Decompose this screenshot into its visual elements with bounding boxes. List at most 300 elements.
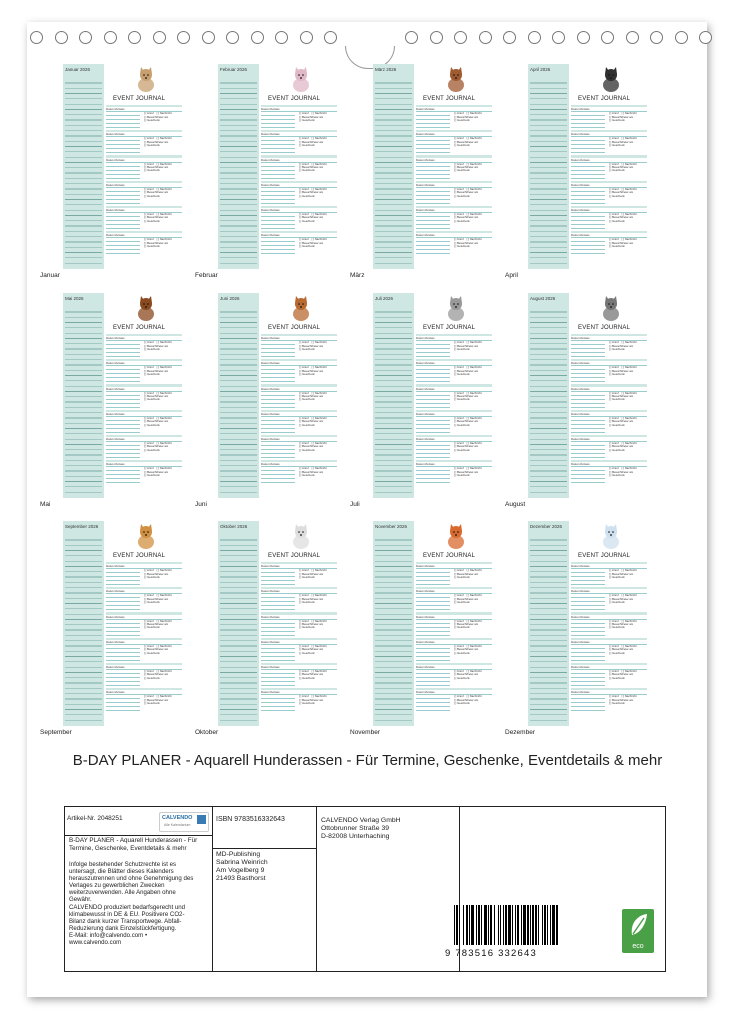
event-journal-heading: EVENT JOURNAL xyxy=(423,96,476,102)
entry-option: [ ] Anruf xyxy=(144,415,154,420)
entry-line xyxy=(416,648,450,649)
entry-option: [ ] Nachricht xyxy=(311,568,327,573)
entry-line xyxy=(571,249,605,250)
entry-option-line xyxy=(299,398,327,401)
entry-line xyxy=(261,212,337,213)
entry-line xyxy=(261,445,295,446)
event-entry xyxy=(261,158,337,180)
entry-line xyxy=(106,644,182,645)
entry-line xyxy=(106,623,140,624)
entry-option: [ ] Nachricht xyxy=(156,211,172,216)
entry-line xyxy=(571,445,605,446)
entry-date-label: Datum/Anlass xyxy=(106,436,125,441)
entry-option-line xyxy=(144,373,172,376)
entry-option: [ ] Nachricht xyxy=(466,390,482,395)
entry-line xyxy=(571,416,647,417)
entry-line xyxy=(261,119,295,120)
entry-line xyxy=(571,253,605,254)
entry-option: [ ] Nachricht xyxy=(621,136,637,141)
barcode-bar xyxy=(478,905,480,945)
entry-options xyxy=(144,594,172,604)
event-entry xyxy=(571,336,647,358)
entry-option: [ ] Besuch/Feier am xyxy=(609,368,634,373)
entry-option: [ ] Geschenk xyxy=(454,243,470,248)
entry-line xyxy=(416,631,450,632)
entry-option: [ ] Besuch/Feier am xyxy=(454,114,479,119)
barcode-bar xyxy=(532,905,534,945)
entry-line xyxy=(416,597,450,598)
entry-options xyxy=(299,645,327,655)
entry-line xyxy=(261,593,337,594)
entry-option-line xyxy=(144,398,172,401)
binding-ring xyxy=(251,31,264,44)
entry-option-line xyxy=(299,626,327,629)
article-number: Artikel-Nr. 2048251 xyxy=(67,815,123,822)
entry-option: [ ] Nachricht xyxy=(621,186,637,191)
entry-line xyxy=(261,623,295,624)
entry-option: [ ] Anruf xyxy=(299,668,309,673)
entry-option: [ ] Besuch/Feier am xyxy=(144,419,169,424)
event-entry xyxy=(416,690,492,712)
entry-line xyxy=(571,677,605,678)
entry-date-label: Datum/Anlass xyxy=(106,564,125,569)
day-lines xyxy=(530,535,567,723)
entry-line xyxy=(106,706,140,707)
entry-date-label: Datum/Anlass xyxy=(261,107,280,112)
event-entry xyxy=(416,361,492,383)
entry-date-label: Datum/Anlass xyxy=(416,664,435,669)
event-entry xyxy=(106,132,182,154)
dog-illustration-icon xyxy=(596,66,626,94)
event-entry xyxy=(416,208,492,230)
entry-option: [ ] Anruf xyxy=(609,390,619,395)
barcode-bar xyxy=(503,905,504,945)
entry-line xyxy=(571,144,605,145)
entry-line xyxy=(571,119,605,120)
entry-line xyxy=(106,111,182,112)
entry-date-label: Datum/Anlass xyxy=(106,182,125,187)
entry-line xyxy=(416,669,492,670)
entry-option: [ ] Besuch/Feier am xyxy=(454,469,479,474)
entry-line xyxy=(416,391,492,392)
entry-option-line xyxy=(454,702,482,705)
event-entry xyxy=(261,336,337,358)
entry-option: [ ] Nachricht xyxy=(311,136,327,141)
entry-option-line xyxy=(144,474,172,477)
entry-option: [ ] Anruf xyxy=(144,340,154,345)
entry-option: [ ] Nachricht xyxy=(311,340,327,345)
entry-option: [ ] Anruf xyxy=(299,568,309,573)
entry-line xyxy=(571,428,605,429)
entry-line xyxy=(261,391,337,392)
barcode-bar xyxy=(469,905,470,945)
entry-line xyxy=(571,432,605,433)
entry-option-line xyxy=(454,169,482,172)
event-entry xyxy=(571,208,647,230)
entry-options xyxy=(144,392,172,402)
entry-option-line xyxy=(144,348,172,351)
entry-option-line xyxy=(299,348,327,351)
month-label: Dezember xyxy=(505,729,535,736)
entry-options xyxy=(299,188,327,198)
entry-line xyxy=(106,377,140,378)
entry-line xyxy=(106,656,140,657)
entry-option: [ ] Nachricht xyxy=(311,365,327,370)
eco-badge xyxy=(622,909,654,953)
event-entry xyxy=(106,412,182,434)
entry-option-line xyxy=(299,220,327,223)
entry-line xyxy=(261,568,337,569)
day-lines xyxy=(375,78,412,266)
entry-line xyxy=(571,381,605,382)
entry-option: [ ] Geschenk xyxy=(144,193,160,198)
entry-line xyxy=(571,127,605,128)
entry-line xyxy=(261,669,337,670)
entry-date-label: Datum/Anlass xyxy=(261,639,280,644)
entry-option: [ ] Nachricht xyxy=(621,694,637,699)
entry-line xyxy=(416,420,450,421)
barcode-bar xyxy=(484,905,487,945)
event-entry xyxy=(416,132,492,154)
entry-date-label: Datum/Anlass xyxy=(571,132,590,137)
entry-line xyxy=(106,245,140,246)
entry-line xyxy=(571,685,605,686)
entry-option: [ ] Geschenk xyxy=(454,168,470,173)
entry-date-label: Datum/Anlass xyxy=(106,614,125,619)
dog-illustration-icon xyxy=(596,295,626,323)
entry-option-line xyxy=(299,576,327,579)
verlag-line: CALVENDO Verlag GmbH xyxy=(321,817,401,824)
entry-options xyxy=(299,417,327,427)
entry-line xyxy=(261,441,337,442)
month-sheet xyxy=(63,293,182,498)
entry-line xyxy=(261,605,295,606)
entry-line xyxy=(416,474,450,475)
day-lines xyxy=(220,535,257,723)
entry-line xyxy=(416,627,450,628)
entry-line xyxy=(106,449,140,450)
event-entries xyxy=(416,104,492,255)
entry-line xyxy=(571,572,605,573)
entry-date-label: Datum/Anlass xyxy=(261,564,280,569)
barcode-bar xyxy=(535,905,537,945)
entry-options xyxy=(144,467,172,477)
day-strip xyxy=(63,521,104,726)
entry-option: [ ] Anruf xyxy=(609,340,619,345)
event-journal-heading: EVENT JOURNAL xyxy=(268,96,321,102)
entry-option: [ ] Besuch/Feier am xyxy=(454,444,479,449)
entry-option: [ ] Nachricht xyxy=(621,237,637,242)
entry-option-line xyxy=(609,220,637,223)
entry-option-line xyxy=(609,601,637,604)
event-entry xyxy=(416,233,492,255)
entry-date-label: Datum/Anlass xyxy=(571,564,590,569)
entry-option: [ ] Nachricht xyxy=(156,568,172,573)
entry-line xyxy=(106,403,140,404)
entry-option-line xyxy=(454,576,482,579)
entry-options xyxy=(144,645,172,655)
entry-option: [ ] Nachricht xyxy=(311,111,327,116)
entry-options xyxy=(144,238,172,248)
entry-line xyxy=(261,648,295,649)
entry-line xyxy=(416,195,450,196)
entry-options xyxy=(144,695,172,705)
entry-line xyxy=(416,441,492,442)
leaf-icon xyxy=(622,909,654,941)
legal-line: weiterzuverwenden. Alle Angaben ohne xyxy=(69,889,176,897)
entry-option-line xyxy=(454,449,482,452)
entry-option: [ ] Geschenk xyxy=(144,397,160,402)
event-entry xyxy=(416,615,492,637)
entry-options xyxy=(144,417,172,427)
entry-line xyxy=(261,580,295,581)
event-entries xyxy=(106,333,182,484)
entry-option: [ ] Geschenk xyxy=(454,372,470,377)
entry-option: [ ] Anruf xyxy=(299,440,309,445)
entry-line xyxy=(571,166,605,167)
entry-line xyxy=(416,352,450,353)
entry-option: [ ] Nachricht xyxy=(311,237,327,242)
month-title: August 2026 xyxy=(530,296,556,301)
event-entry xyxy=(571,640,647,662)
entry-option: [ ] Geschenk xyxy=(609,700,625,705)
entry-option: [ ] Nachricht xyxy=(311,593,327,598)
entry-line xyxy=(416,170,450,171)
day-lines xyxy=(65,535,102,723)
entry-line xyxy=(261,220,295,221)
entry-line xyxy=(261,249,295,250)
publisher-line: MD-Publishing xyxy=(216,851,261,858)
entry-line xyxy=(261,478,295,479)
event-entry xyxy=(261,183,337,205)
entry-date-label: Datum/Anlass xyxy=(416,157,435,162)
entry-line xyxy=(261,191,295,192)
entry-option: [ ] Besuch/Feier am xyxy=(454,419,479,424)
entry-options xyxy=(454,341,482,351)
event-journal-heading: EVENT JOURNAL xyxy=(113,325,166,331)
entry-date-label: Datum/Anlass xyxy=(571,233,590,238)
entry-line xyxy=(106,119,140,120)
eco-label: eco xyxy=(632,943,644,950)
entry-date-label: Datum/Anlass xyxy=(416,182,435,187)
entry-line xyxy=(261,399,295,400)
entry-options xyxy=(454,238,482,248)
entry-line xyxy=(261,348,295,349)
entry-line xyxy=(261,344,295,345)
event-entry xyxy=(416,665,492,687)
entry-option: [ ] Anruf xyxy=(454,186,464,191)
entry-option: [ ] Nachricht xyxy=(311,618,327,623)
entry-option-line xyxy=(609,652,637,655)
entry-options xyxy=(454,594,482,604)
binding-ring xyxy=(454,31,467,44)
month-label: Februar xyxy=(195,272,218,279)
barcode-bar xyxy=(454,905,455,945)
entry-option: [ ] Besuch/Feier am xyxy=(454,215,479,220)
entry-option: [ ] Nachricht xyxy=(466,618,482,623)
entry-option: [ ] Anruf xyxy=(144,643,154,648)
binding-ring xyxy=(430,31,443,44)
entry-option: [ ] Nachricht xyxy=(156,694,172,699)
entry-option: [ ] Anruf xyxy=(299,237,309,242)
entry-date-label: Datum/Anlass xyxy=(106,207,125,212)
event-entries xyxy=(261,333,337,484)
entry-option: [ ] Geschenk xyxy=(144,218,160,223)
entry-option: [ ] Anruf xyxy=(144,365,154,370)
logo-text: CALVENDO xyxy=(162,815,193,821)
binding-ring xyxy=(552,31,565,44)
entry-option: [ ] Nachricht xyxy=(466,161,482,166)
entry-option-line xyxy=(609,245,637,248)
event-entry xyxy=(416,387,492,409)
entry-option: [ ] Nachricht xyxy=(156,440,172,445)
product-title: B-DAY PLANER - Aquarell Hunderassen - Für Termine, Geschenke, Eventdetails & mehr xyxy=(69,837,198,852)
entry-options xyxy=(609,467,637,477)
binding-ring xyxy=(626,31,639,44)
entry-line xyxy=(416,584,450,585)
entry-line xyxy=(416,127,450,128)
entry-date-label: Datum/Anlass xyxy=(261,411,280,416)
entry-line xyxy=(261,162,337,163)
entry-option-line xyxy=(454,424,482,427)
entry-option: [ ] Geschenk xyxy=(144,118,160,122)
entry-line xyxy=(571,656,605,657)
entry-option: [ ] Nachricht xyxy=(621,390,637,395)
entry-date-label: Datum/Anlass xyxy=(416,639,435,644)
event-entry xyxy=(416,158,492,180)
binding-ring xyxy=(699,31,712,44)
entry-options xyxy=(454,417,482,427)
entry-option: [ ] Besuch/Feier am xyxy=(144,343,169,348)
entry-option-line xyxy=(299,373,327,376)
event-entry xyxy=(571,615,647,637)
dog-illustration-icon xyxy=(131,295,161,323)
entry-option: [ ] Besuch/Feier am xyxy=(299,621,324,626)
entry-option: [ ] Besuch/Feier am xyxy=(299,114,324,119)
entry-options xyxy=(454,392,482,402)
entry-line xyxy=(571,457,605,458)
entry-option-line xyxy=(144,702,172,705)
entry-option: [ ] Nachricht xyxy=(156,111,172,116)
entry-line xyxy=(571,162,647,163)
entry-line xyxy=(571,344,605,345)
entry-option: [ ] Geschenk xyxy=(144,422,160,427)
event-entry xyxy=(571,233,647,255)
entry-line xyxy=(261,187,337,188)
entry-line xyxy=(416,698,450,699)
entry-option: [ ] Anruf xyxy=(609,668,619,673)
entry-option: [ ] Besuch/Feier am xyxy=(609,697,634,702)
entry-line xyxy=(571,623,605,624)
entry-option: [ ] Anruf xyxy=(609,618,619,623)
entry-line xyxy=(416,580,450,581)
entry-options xyxy=(609,112,637,122)
entry-option: [ ] Besuch/Feier am xyxy=(454,164,479,169)
info-column-article xyxy=(65,807,213,971)
entry-option: [ ] Besuch/Feier am xyxy=(454,697,479,702)
entry-option-line xyxy=(609,119,637,122)
entry-line xyxy=(261,381,295,382)
entry-line xyxy=(106,170,140,171)
day-strip xyxy=(373,293,414,498)
event-entries xyxy=(261,104,337,255)
barcode-bar xyxy=(476,905,477,945)
entry-option: [ ] Nachricht xyxy=(621,643,637,648)
entry-line xyxy=(571,212,647,213)
entry-option-line xyxy=(454,245,482,248)
month-page xyxy=(40,293,182,508)
entry-option: [ ] Geschenk xyxy=(299,193,315,198)
entry-line xyxy=(106,710,140,711)
entry-option-line xyxy=(299,424,327,427)
entry-line xyxy=(261,424,295,425)
entry-option: [ ] Geschenk xyxy=(609,193,625,198)
entry-option: [ ] Besuch/Feier am xyxy=(144,368,169,373)
entry-option: [ ] Nachricht xyxy=(621,568,637,573)
entry-option: [ ] Besuch/Feier am xyxy=(454,647,479,652)
day-strip xyxy=(528,521,569,726)
entry-line xyxy=(106,373,140,374)
entry-option: [ ] Besuch/Feier am xyxy=(144,571,169,576)
event-entry xyxy=(106,158,182,180)
entry-option: [ ] Geschenk xyxy=(454,193,470,198)
dog-illustration-icon xyxy=(131,66,161,94)
entry-line xyxy=(571,420,605,421)
entry-line xyxy=(571,466,647,467)
month-title: September 2026 xyxy=(65,524,99,529)
entry-option-line xyxy=(454,601,482,604)
entry-line xyxy=(416,416,492,417)
entry-line xyxy=(261,677,295,678)
entry-option: [ ] Anruf xyxy=(454,415,464,420)
event-entry xyxy=(106,690,182,712)
entry-line xyxy=(416,644,492,645)
entry-line xyxy=(416,249,450,250)
entry-line xyxy=(416,144,450,145)
entry-line xyxy=(261,656,295,657)
entry-option: [ ] Geschenk xyxy=(609,218,625,223)
entry-line xyxy=(106,584,140,585)
entry-line xyxy=(106,466,182,467)
entry-options xyxy=(609,238,637,248)
barcode-bar xyxy=(471,905,474,945)
entry-option: [ ] Anruf xyxy=(609,440,619,445)
entry-line xyxy=(106,685,140,686)
entry-line xyxy=(416,681,450,682)
entry-line xyxy=(261,245,295,246)
entry-option: [ ] Anruf xyxy=(454,466,464,471)
entry-line xyxy=(261,365,337,366)
entry-date-label: Datum/Anlass xyxy=(261,690,280,695)
entry-option: [ ] Anruf xyxy=(144,186,154,191)
dog-illustration-icon xyxy=(286,523,316,551)
event-entry xyxy=(106,437,182,459)
entry-option-line xyxy=(454,348,482,351)
legal-line: Reduzierung dank Einzelstückfertigung. xyxy=(69,924,177,932)
entry-option: [ ] Besuch/Feier am xyxy=(299,139,324,144)
month-sheet xyxy=(218,64,337,269)
entry-line xyxy=(571,395,605,396)
entry-option: [ ] Besuch/Feier am xyxy=(454,368,479,373)
entry-option: [ ] Geschenk xyxy=(609,243,625,248)
month-label: Juni xyxy=(195,501,207,508)
entry-option: [ ] Anruf xyxy=(454,618,464,623)
entry-date-label: Datum/Anlass xyxy=(416,411,435,416)
entry-line xyxy=(261,576,295,577)
entry-line xyxy=(261,449,295,450)
entry-option: [ ] Besuch/Feier am xyxy=(299,469,324,474)
entry-line xyxy=(416,710,450,711)
